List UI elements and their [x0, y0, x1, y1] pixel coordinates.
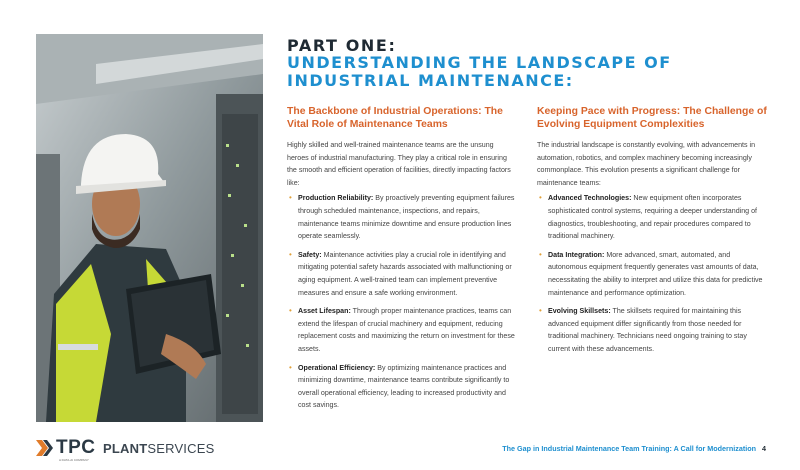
bullet-text: New equipment often incorporates sophisticated control systems, requiring a deeper understanding of diagnostics, troubleshooting, and repair procedures compared to traditional machinery. [548, 194, 757, 241]
left-column [287, 106, 517, 418]
list-item [287, 192, 517, 242]
document-title-footer: The Gap in Industrial Maintenance Team Training: A Call for Modernization [502, 444, 756, 453]
tpc-chevron-icon [36, 440, 56, 456]
bullet-term: Operational Efficiency: [298, 363, 376, 372]
bullet-text: Through proper maintenance practices, teams can extend the lifespan of crucial machinery and equipment, reducing replacement costs and maximizing the return on investment for these assets. [298, 307, 515, 353]
hero-photo-technician [36, 34, 263, 422]
right-heading: Keeping Pace with Progress: The Challenge of Evolving Equipment Complexities [537, 106, 767, 130]
bullet-term: Advanced Technologies: [548, 194, 632, 203]
bullet-text: More advanced, smart, automated, and autonomous equipment frequently generates vast amounts of data, necessitating the ability to interpret and utilize this data for predictive maintenance and performance optimization. [548, 250, 763, 297]
right-intro: The industrial landscape is constantly evolving, with advancements in automation, robotics, and complex machinery becoming increasingly commonplace. This evolution presents a significant challenge for maintenance teams: [537, 141, 756, 187]
list-item [537, 192, 769, 242]
left-intro: Highly skilled and well-trained maintenance teams are the unsung heroes of industrial manufacturing. They play a critical role in ensuring the smooth and efficient operation of facilities, directly impacting factors like: [287, 141, 511, 187]
list-item [537, 305, 769, 355]
bullet-icon: • [289, 193, 292, 203]
bullet-text: By proactively preventing equipment failures through scheduled maintenance, inspections, and repairs, maintenance teams minimize downtime and ensure production lines operate seamlessly. [298, 194, 515, 241]
bullet-icon: • [289, 362, 292, 372]
plantservices-logo [103, 441, 214, 456]
bullet-term: Production Reliability: [298, 194, 374, 203]
part-label: PART ONE: [287, 36, 397, 55]
right-bullet-list [537, 192, 769, 355]
bullet-term: Evolving Skillsets: [548, 307, 611, 316]
plant-logo-rest: SERVICES [147, 441, 215, 456]
bullet-icon: • [539, 193, 542, 203]
bullet-icon: • [289, 249, 292, 259]
list-item [287, 249, 517, 299]
plant-logo-bold: PLANT [103, 441, 148, 456]
tpc-logo-subtext: A DATA-AI COMPANY [59, 458, 89, 462]
bullet-text: By optimizing maintenance practices and minimizing downtime, maintenance teams contribute significantly to overall operational efficiency, leading to increased productivity and cost savings. [298, 363, 510, 410]
bullet-icon: • [539, 249, 542, 259]
right-column [537, 106, 769, 362]
page-number: 4 [762, 444, 766, 453]
bullet-icon: • [539, 306, 542, 316]
tpc-logo [36, 437, 96, 462]
bullet-text: Maintenance activities play a crucial role in identifying and mitigating potential safety hazards associated with malfunctioning or aging equipment. A well-trained team can implement preventive measures and ensure a safe working environment. [298, 250, 512, 297]
bullet-term: Safety: [298, 250, 322, 259]
bullet-text: The skillsets required for maintaining this advanced equipment differ significantly from those needed for traditional machinery. Technicians need ongoing training to stay current with these advancements. [548, 307, 747, 353]
list-item [537, 249, 769, 299]
page-title: UNDERSTANDING THE LANDSCAPE OF INDUSTRIAL MAINTENANCE: [287, 53, 672, 90]
bullet-term: Asset Lifespan: [298, 307, 351, 316]
list-item [287, 305, 517, 355]
bullet-icon: • [289, 306, 292, 316]
left-heading: The Backbone of Industrial Operations: The Vital Role of Maintenance Teams [287, 106, 503, 130]
bullet-term: Data Integration: [548, 250, 605, 259]
left-bullet-list [287, 192, 517, 412]
list-item [287, 362, 517, 412]
tpc-logo-text: TPC [56, 437, 96, 458]
